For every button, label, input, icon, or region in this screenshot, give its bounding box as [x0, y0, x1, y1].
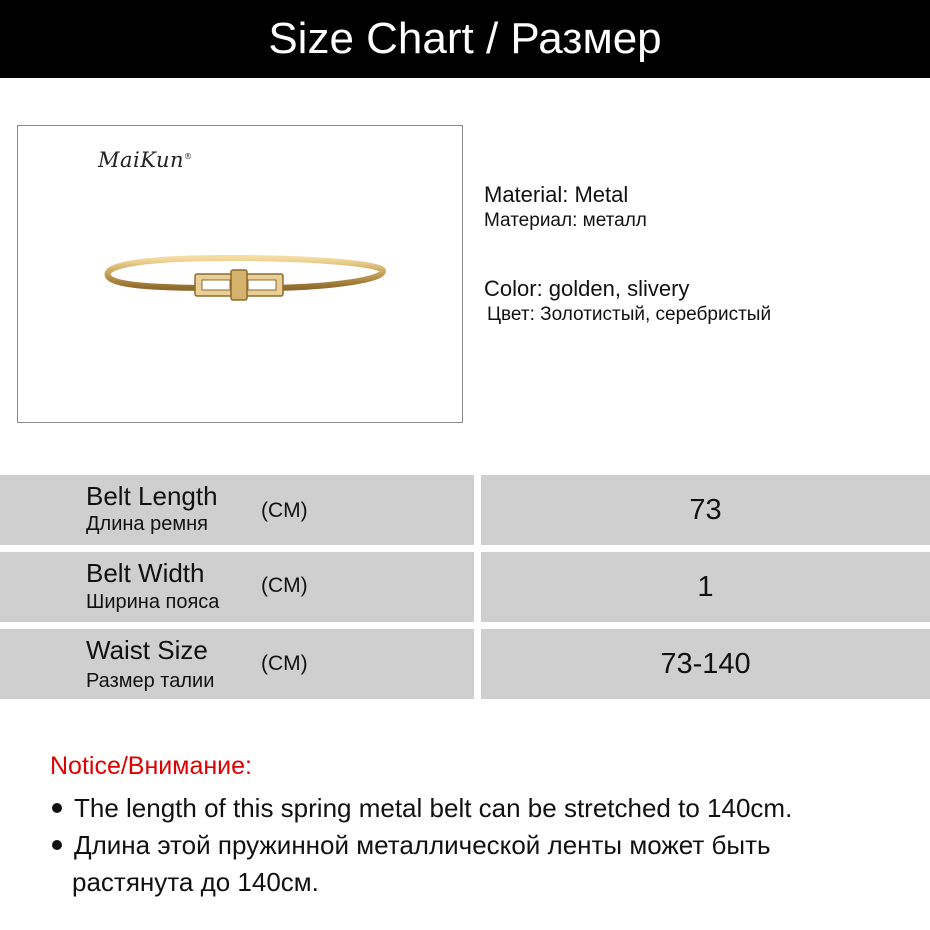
page-title: Size Chart / Размер [0, 0, 930, 78]
row-label-en: Waist Size [86, 635, 208, 665]
color-ru: Цвет: Золотистый, серебристый [487, 304, 772, 325]
row-label-cell [0, 629, 474, 699]
bullet-icon [52, 803, 62, 813]
row-label-ru: Ширина пояса [86, 591, 220, 613]
notice-line-ru-2: растянута до 140см. [72, 867, 319, 897]
material-ru: Материал: металл [484, 210, 647, 231]
material-en: Material: Metal [484, 182, 629, 207]
row-label-en: Belt Length [86, 481, 218, 511]
notice-line-en: The length of this spring metal belt can be stretched to 140cm. [74, 793, 793, 823]
row-label-ru: Размер талии [86, 670, 215, 692]
table-row [0, 629, 930, 699]
row-value: 73-140 [481, 629, 930, 699]
bullet-icon [52, 840, 62, 850]
row-label-cell [0, 475, 474, 545]
row-unit: (CM) [261, 499, 308, 522]
row-value: 1 [481, 552, 930, 622]
row-unit: (CM) [261, 574, 308, 597]
row-label-en: Belt Width [86, 558, 205, 588]
belt-image [78, 226, 408, 306]
color-spec [484, 276, 771, 326]
table-row [0, 475, 930, 545]
material-spec [484, 182, 647, 232]
color-en: Color: golden, slivery [484, 276, 690, 301]
row-value: 73 [481, 475, 930, 545]
row-label-cell [0, 552, 474, 622]
row-unit: (CM) [261, 652, 308, 675]
product-photo [17, 125, 463, 423]
notice-line-ru-1: Длина этой пружинной металлической ленты может быть [74, 830, 771, 860]
brand-logo: MaiKun® [98, 148, 193, 172]
table-row [0, 552, 930, 622]
notice-title: Notice/Внимание: [50, 752, 252, 780]
row-label-ru: Длина ремня [86, 513, 208, 535]
